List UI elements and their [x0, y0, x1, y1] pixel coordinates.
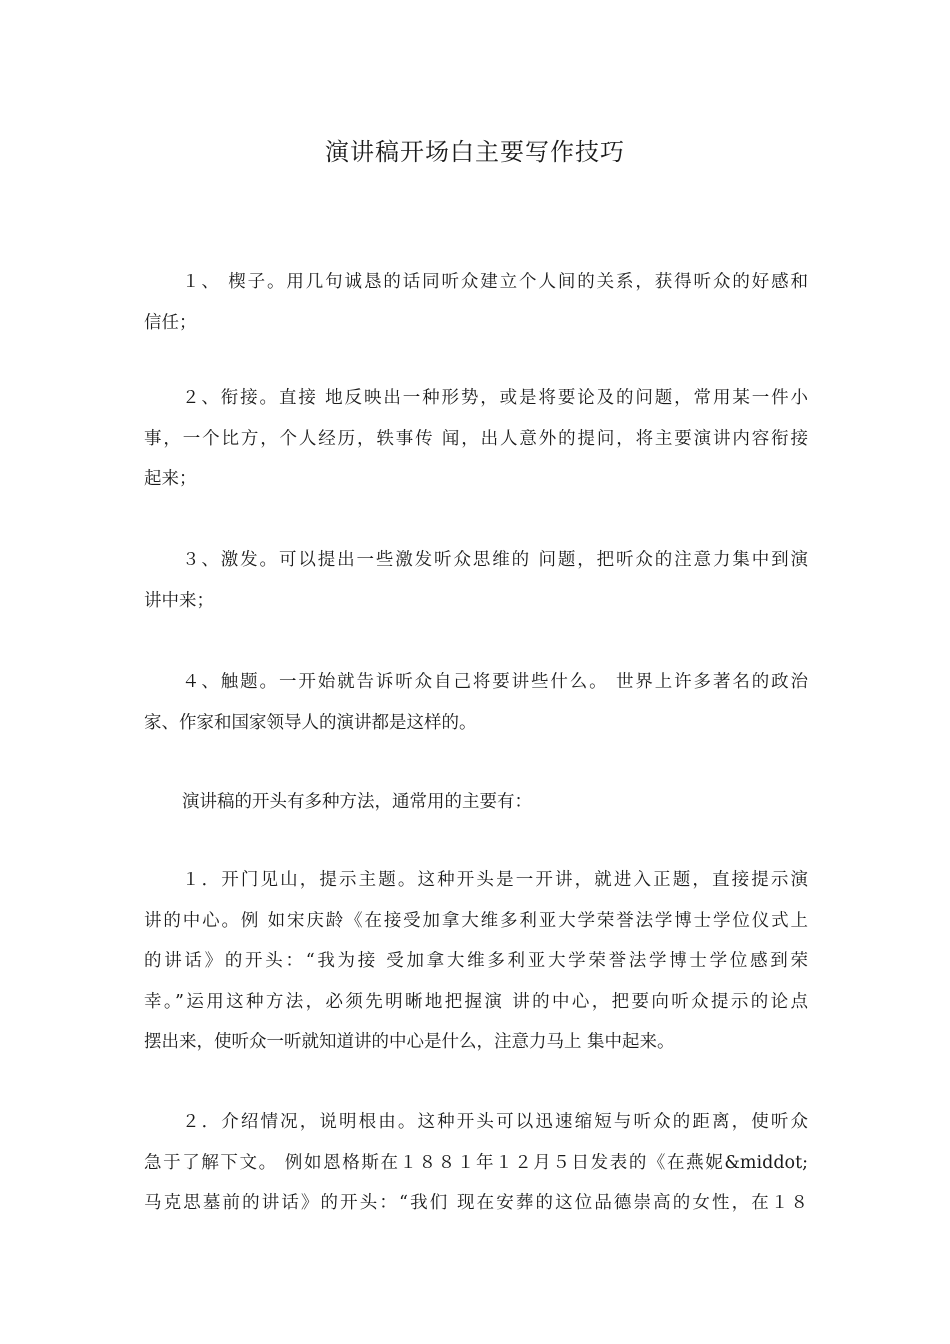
paragraph-line: 讲中来； — [144, 590, 214, 611]
paragraph-line: 马克思墓前的讲话》的开头：“我们 现在安葬的这位品德崇高的女性，在１８ — [144, 1193, 808, 1213]
paragraph-line: １、 楔子。用几句诚恳的话同听众建立个人间的关系，获得听众的好感和 — [182, 272, 808, 292]
paragraph-line: 事，一个比方，个人经历，轶事传 闻，出人意外的提问，将主要演讲内容衔接 — [144, 428, 808, 449]
paragraph-line: 演讲稿的开头有多种方法，通常用的主要有： — [182, 792, 532, 812]
paragraph-6 — [144, 860, 808, 1063]
paragraph-line: ３、激发。可以提出一些激发听众思维的 问题，把听众的注意力集中到演 — [182, 550, 808, 570]
paragraph-line: １．开门见山，提示主题。这种开头是一开讲，就进入正题，直接提示演 — [182, 870, 808, 890]
paragraph-7 — [144, 1102, 808, 1224]
paragraph-line: 家、作家和国家领导人的演讲都是这样的。 — [144, 712, 477, 733]
paragraph-5 — [144, 782, 808, 823]
paragraph-line: 的讲话》的开头：“我为接 受加拿大维多利亚大学荣誉法学博士学位感到荣 — [144, 951, 808, 971]
paragraph-2 — [144, 378, 808, 500]
paragraph-1 — [144, 262, 808, 343]
paragraph-4 — [144, 662, 808, 743]
paragraph-line: 讲的中心。例 如宋庆龄《在接受加拿大维多利亚大学荣誉法学博士学位仪式上 — [144, 910, 808, 931]
paragraph-line: ２、衔接。直接 地反映出一种形势，或是将要论及的问题，常用某一件小 — [182, 388, 808, 408]
paragraph-3 — [144, 540, 808, 621]
paragraph-line: 急于了解下文。 例如恩格斯在１８８１年１２月５日发表的《在燕妮&middot; — [144, 1152, 808, 1173]
paragraph-line: ２．介绍情况，说明根由。这种开头可以迅速缩短与听众的距离，使听众 — [182, 1112, 808, 1132]
paragraph-line: 信任； — [144, 312, 197, 333]
document-title: 演讲稿开场白主要写作技巧 — [325, 138, 625, 166]
paragraph-line: 摆出来，使听众一听就知道讲的中心是什么，注意力马上 集中起来。 — [144, 1032, 675, 1052]
paragraph-line: 起来； — [144, 469, 197, 489]
paragraph-line: 幸。”运用这种方法，必须先明晰地把握演 讲的中心，把要向听众提示的论点 — [144, 991, 808, 1012]
paragraph-line: ４、触题。一开始就告诉听众自己将要讲些什么。 世界上许多著名的政治 — [182, 672, 808, 692]
